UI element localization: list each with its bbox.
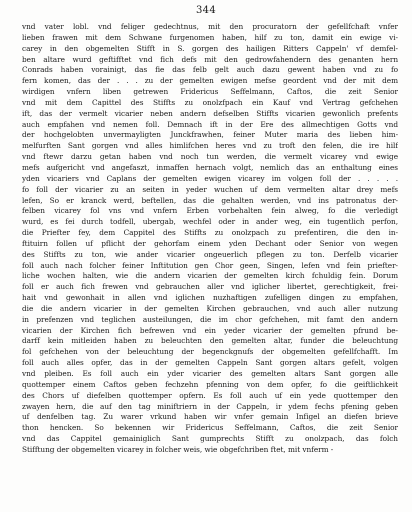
text-line: auch empfahen vnd nemen foll. Demnach ift in der Ere des allmechtigen Gotts vnd (22, 119, 398, 129)
text-line: melfurften Sant gorgen vnd alles himlifchen heres vnd zu troft den felen, die ire hilf (22, 141, 398, 151)
text-line: foll auch nach folcher feiner Inftitution gen Chor geen, Singen, lefen vnd fein priefter- (22, 260, 398, 270)
text-line: vicarien der Kirchen fich befrewen vnd ein yeder vicarier der gemelten pfrund be- (22, 325, 398, 335)
text-line: der hochgelobten unvermayligten Junckfrawhen, feiner Muter maria des lieben him- (22, 130, 398, 140)
text-line: fern komen, das der . . . zu der gemelten ewigen mefse geordent vnd der mit dem (22, 76, 398, 86)
text-line: thon hencken. So bekennen wir Fridericus Seffelmann, Caftos, die zeit Senior (22, 423, 398, 433)
text-line: yden vicariers vnd Caplans der gemelten ewigen vicarey im volgen foll der . . . . . (22, 173, 398, 183)
text-line: lieben frawen mit dem Schwane furgenomen haben, hilf zu ton, damit ein ewige vi- (22, 32, 398, 42)
text-line: vnd mit dem Capittel des Stiffts zu onolzfpach ein Kauf vnd Vertrag gefchehen (22, 97, 398, 107)
text-line: ben altare wurd geftifftet vnd fich defs mit den gedrowfahendern des genanten hern (22, 54, 398, 64)
text-line: Stifftung der obgemelten vicarey in folcher weis, wie obgefchriben ftet, mit vnferm - (22, 444, 334, 454)
text-line: lefen, So er kranck werd, beftellen, das die gehalten werden, vnd ins patronatus der- (22, 195, 398, 205)
text-line: des Chors uf diefelben quottemper opfern. Es foll auch uf ein yede quottemper den (22, 390, 398, 400)
text-line: fol gefchehen von der beleuchtung der begenckgnufs der obgemelten gefellfchafft. Im (22, 347, 398, 357)
text-line: vnd pleiben. Es foll auch ein yder vicarier des gemelten altars Sant gorgen alle (22, 369, 398, 378)
text-line: Conrads haben vorainigt, das fie das felb gelt auch dazu gewent haben vnd zu fo (22, 65, 398, 75)
text-line: fo foll der vicarier zu an seiten in yeder wuchen uf dem vermelten altar drey mefs (22, 184, 398, 194)
text-line: in prefenzen vnd teglichen austeilungen, die im chor gefchehen, mit famt den andern (22, 314, 398, 324)
text-line: hait vnd gewonhait in allen vnd iglichen nuzhaftigen zufelligen dingen zu empfahen, (22, 293, 398, 303)
text-line: vnd das Cappitel gemainiglich Sant gumprechts Stifft zu onolzpach, das folch (22, 434, 398, 444)
text-line: wurd, es fei durch todfell, ubergab, wechfel oder in ander weg, ein tugentlich perfon, (22, 217, 398, 227)
body-text (22, 22, 398, 456)
text-line: liche wochen halten, wie die andern vicarien der gemelten kirch fchuldig fein. Dorum (22, 271, 398, 281)
text-line: die die andern vicarier in der gemelten Kirchen gebrauchen, vnd auch aller nutzung (22, 303, 398, 313)
text-line: des Stiffts zu ton, wie ander vicarier ongeuerlich pflegen zu ton. Derfelb vicarier (22, 249, 398, 259)
text-line: foll auch alles opfer, das in der gemelten Cappeln Sant gorgen altars gefelt, volgen (22, 358, 398, 368)
text-line: die Priefter fey, dem Cappitel des Stiffts zu onolzpach zu prefentiren, die den in- (22, 228, 398, 238)
text-line: carey in den obgemelten Stifft in S. gorgen des hailigen Ritters Cappeln' vf demfel- (22, 43, 398, 53)
text-line: wirdigen vnfern liben getrewen Fridericus Seffelmann, Caftos, die zeit Senior (22, 87, 398, 97)
text-line: uf denfelben tag. Zu warer vrkund haben wir vnfer gemain Infigel an diefen brieve (22, 412, 398, 422)
text-line: vnd ftewr darzu getan haben vnd noch tun werden, die vermelt vicarey vnd ewige (22, 152, 398, 162)
text-line: ftituirn follen uf pflicht der gehorfam einem yden Dechant oder Senior von wegen (22, 238, 398, 248)
text-line: quottemper einem Caftos geben fechzehn pfenning von dem opfer, fo die geiftlichkeit (22, 379, 398, 389)
text-line: darff kein mitleiden haben zu beleuchten den gemelten altar, funder die beleuchtung (22, 336, 398, 346)
text-line: mefs aufgericht vnd angefaszt, inmaffen hernach volgt, nemlich das an enthaltung eines (22, 162, 398, 172)
text-line: foll er auch fich frewen vnd gebrauchen aller vnd iglicher libertet, gerechtigkeit, frei- (22, 282, 398, 292)
page-number: 344 (196, 5, 216, 16)
text-line: vnd vater lobl. vnd feliger gedechtnus, mit den procuratorn der gefellfchaft vnfer (22, 22, 398, 31)
text-line: ift, das der vermelt vicarier neben andern defselben Stiffts vicarien gewonlich prefents (22, 108, 398, 118)
text-line: felben vicarey fol vns vnd vnfern Erben vorbehalten fein alweg, fo die verledigt (22, 206, 398, 216)
text-line: zwayen hern, die auf den tag miniftriern in der Cappeln, ir ydem fechs pfening geben (22, 401, 398, 411)
